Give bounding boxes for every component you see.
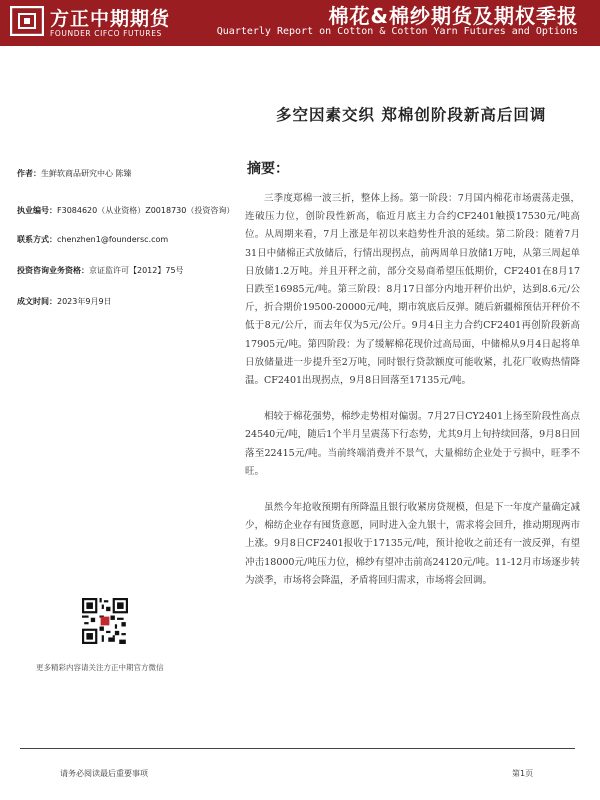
logo-name: 方正中期期货 bbox=[50, 8, 171, 30]
date-value: 2023年9月9日 bbox=[57, 297, 112, 306]
contact-label: 联系方式： bbox=[17, 235, 57, 244]
footer-disclaimer: 请务必阅读最后重要事项 bbox=[60, 769, 148, 778]
consult-label: 投资咨询业务资格： bbox=[17, 266, 89, 275]
author-row bbox=[17, 168, 132, 179]
summary-paragraph: 虽然今年抢收预期有所降温且银行收紧房贷规模，但是下一年度产量确定减少，棉纺企业存有囤货意愿，同时进入金九银十，需求将会回升，推动期现两市上涨。9月8日CF2401报收于17135元/吨，预计抢收之前还有一波反弹，有望冲击18000元/吨压力位，棉纱有望冲击前高24120元/吨。11-12月市场逐步转为淡季，市场将会降温，矛盾将回归需求，市场将会回调。 bbox=[245, 502, 580, 586]
qr-code-icon[interactable] bbox=[82, 598, 128, 644]
report-title: 棉花&棉纱期货及期权季报 bbox=[328, 4, 578, 28]
author-label: 作者： bbox=[17, 169, 41, 178]
consult-value: 京证监许可【2012】75号 bbox=[89, 266, 184, 275]
license-value: F3084620（从业资格）Z0018730（投资咨询） bbox=[57, 206, 235, 215]
footer-divider bbox=[20, 748, 575, 749]
logo-mark-icon bbox=[10, 6, 44, 36]
summary-paragraph: 相较于棉花强势，棉纱走势相对偏弱。7月27日CY2401上扬至阶段性高点24540元/吨，随后1个半月呈震荡下行态势，尤其9月上旬持续回落，9月8日回落至22415元/吨。当前终端消费并不景气，大量棉纺企业处于亏损中，旺季不旺。 bbox=[245, 411, 580, 477]
license-row bbox=[17, 205, 234, 216]
qr-caption: 更多精彩内容请关注方正中期官方微信 bbox=[36, 663, 164, 672]
date-row bbox=[17, 296, 112, 307]
summary-body bbox=[245, 190, 580, 608]
consult-row bbox=[17, 265, 184, 276]
logo-english-name: FOUNDER CIFCO FUTURES bbox=[50, 29, 162, 38]
summary-paragraph: 三季度郑棉一波三折，整体上扬。第一阶段：7月国内棉花市场震荡走强，连破压力位，创阶段性新高，临近月底主力合约CF2401触摸17530元/吨高位。从周期来看，7月上涨是年初以来趋势性升浪的延续。第二阶段：随着7月31日中储棉正式放储后，行情出现拐点，前两周单日放储1万吨，从第三周起单日放储1.2万吨。并且开秤之前，部分交易商希望压低期价，CF2401在8月17日跌至16985元/吨。第三阶段：8月17日部分内地开秤价出炉，达到8.6元/公斤，折合期价19500-20000元/吨，期市筑底后反弹。随后新疆棉预估开秤价不低于8元/公斤，而去年仅为5元/公斤。9月4日主力合约CF2401再创阶段新高17905元/吨。第四阶段：为了缓解棉花现价过高局面，中储棉从9月4日起将单日放储量进一步提升至2万吨，同时银行贷款额度可能收紧，扎花厂收购热情降温。CF2401出现拐点，9月8日回落至17135元/吨。 bbox=[245, 193, 580, 387]
contact-row bbox=[17, 234, 168, 245]
contact-email[interactable]: chenzhen1@foundersc.com bbox=[57, 235, 169, 244]
page-number: 第1页 bbox=[512, 769, 534, 778]
summary-heading: 摘要： bbox=[247, 161, 289, 177]
page-title: 多空因素交织 郑棉创阶段新高后回调 bbox=[276, 106, 547, 124]
company-logo bbox=[6, 4, 216, 44]
report-subtitle: Quarterly Report on Cotton & Cotton Yarn Futures and Options bbox=[216, 26, 578, 37]
author-value: 生鲜软商品研究中心 陈臻 bbox=[41, 169, 132, 178]
report-header bbox=[0, 0, 600, 46]
license-label: 执业编号： bbox=[17, 206, 57, 215]
date-label: 成文时间： bbox=[17, 297, 57, 306]
